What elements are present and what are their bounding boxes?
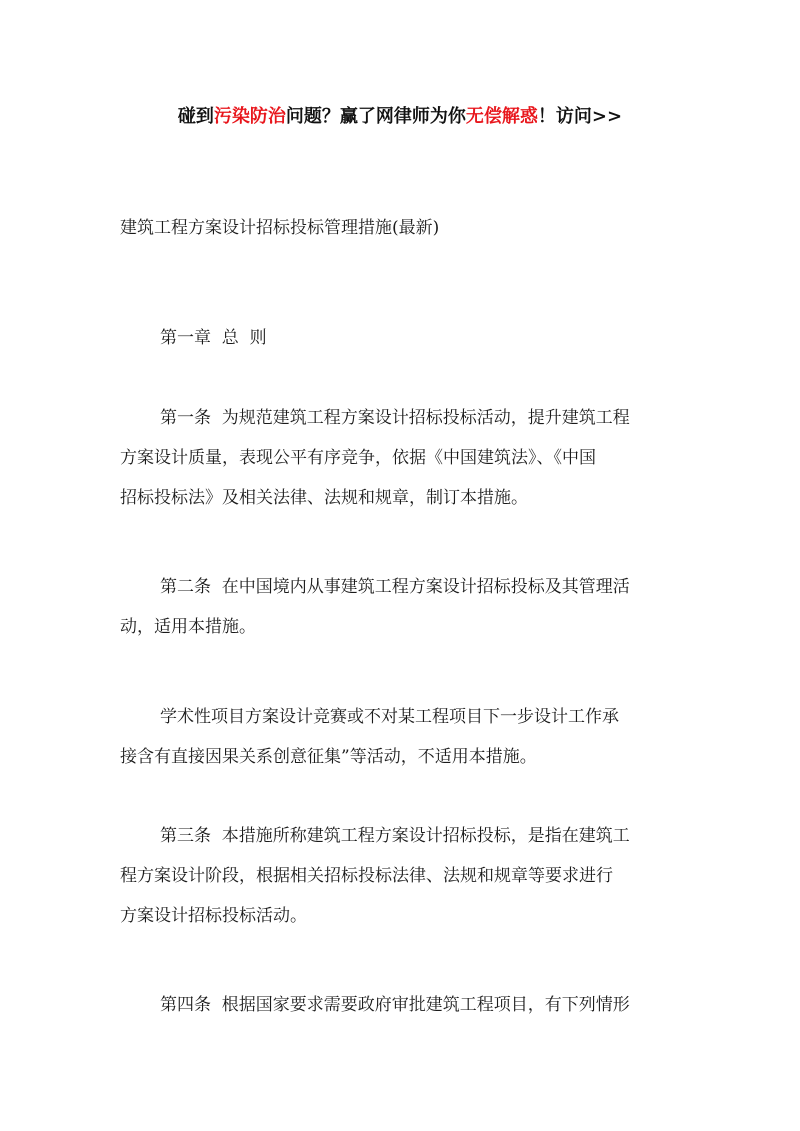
paragraph-line: 接含有直接因果关系创意征集”等活动，不适用本措施。	[120, 747, 537, 767]
paragraph-line: 动，适用本措施。	[120, 617, 256, 637]
visit-link[interactable]: 访问>>	[555, 106, 623, 127]
banner-text-2: 问题？赢了网律师为你	[285, 106, 466, 127]
paragraph-line: 第一条 为规范建筑工程方案设计招标投标活动，提升建筑工程	[160, 408, 630, 428]
paragraph-line: 程方案设计阶段，根据相关招标投标法律、法规和规章等要求进行	[120, 866, 613, 886]
promo-banner	[0, 104, 800, 130]
paragraph-line: 第二条 在中国境内从事建筑工程方案设计招标投标及其管理活	[160, 577, 630, 597]
article-3-paragraph	[120, 816, 690, 936]
paragraph-line: 第四条 根据国家要求需要政府审批建筑工程项目，有下列情形	[160, 995, 630, 1015]
paragraph-line: 第三条 本措施所称建筑工程方案设计招标投标，是指在建筑工	[160, 826, 630, 846]
chapter-heading: 第一章 总 则	[160, 328, 267, 348]
paragraph-line: 方案设计质量，表现公平有序竞争，依据《中国建筑法》、《中国	[120, 448, 596, 468]
document-title: 建筑工程方案设计招标投标管理措施(最新)	[120, 218, 440, 238]
banner-text-3: ！	[537, 106, 556, 127]
article-4-paragraph	[120, 985, 690, 1025]
paragraph-line: 招标投标法》及相关法律、法规和规章，制订本措施。	[120, 488, 528, 508]
article-1-paragraph	[120, 398, 690, 518]
article-2-paragraph	[120, 567, 690, 647]
banner-text-1: 碰到	[177, 106, 214, 127]
paragraph-line: 学术性项目方案设计竞赛或不对某工程项目下一步设计工作承	[160, 707, 619, 727]
exception-paragraph	[120, 697, 690, 777]
paragraph-line: 方案设计招标投标活动。	[120, 906, 307, 926]
banner-highlight-pollution: 污染防治	[213, 106, 286, 127]
banner-highlight-free-answer: 无偿解惑	[465, 106, 538, 127]
